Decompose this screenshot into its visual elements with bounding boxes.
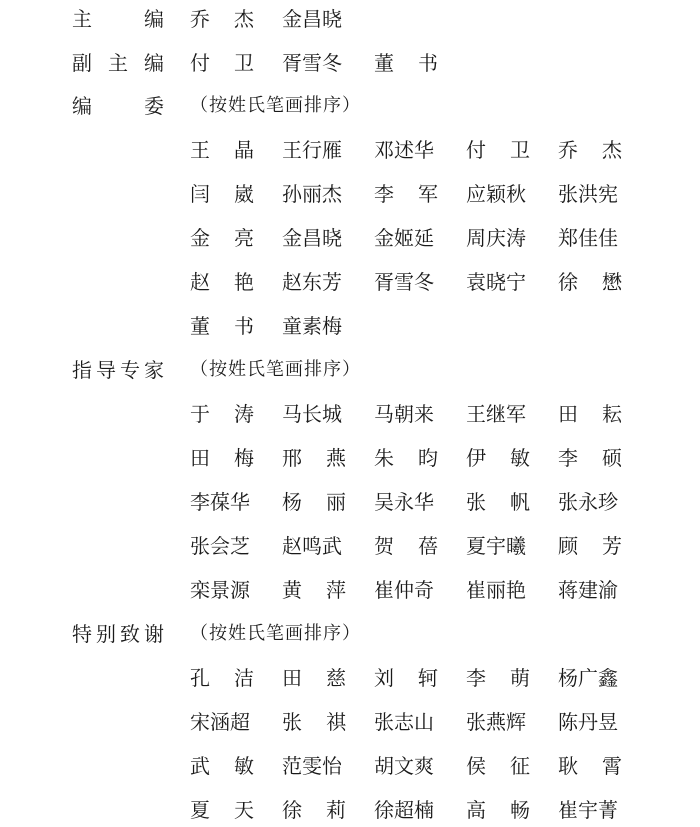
person-name: 张燕辉 [466,710,526,734]
sort-note: （按姓氏笔画排序） [190,95,361,116]
person-name: 金姬延 [374,226,434,250]
name-row [190,266,650,298]
name-row [190,750,650,782]
person-name: 金 亮 [190,226,254,250]
person-name: 付 卫 [466,138,530,162]
name-row [190,486,650,518]
person-name: 张洪宪 [558,182,618,206]
person-name: 崔仲奇 [374,578,434,602]
person-name: 应颖秋 [466,182,526,206]
section-label: 特 别 致 谢 [72,622,164,646]
person-name: 乔 杰 [190,7,254,31]
person-name: 刘 轲 [374,666,438,690]
person-name: 赵 艳 [190,270,254,294]
person-name: 王行雁 [282,138,342,162]
name-row [190,134,650,166]
person-name: 董 书 [374,51,438,75]
person-name: 徐超楠 [374,798,434,822]
person-name: 孙丽杰 [282,182,342,206]
sort-note: （按姓氏笔画排序） [190,359,361,380]
person-name: 付 卫 [190,51,254,75]
person-name: 胥雪冬 [374,270,434,294]
person-name: 伊 敏 [466,446,530,470]
person-name: 杨 丽 [282,490,346,514]
person-name: 于 涛 [190,402,254,426]
name-row [190,178,650,210]
person-name: 孔 洁 [190,666,254,690]
person-name: 张志山 [374,710,434,734]
person-name: 胥雪冬 [282,51,342,75]
person-name: 金昌晓 [282,7,342,31]
name-row [190,530,650,562]
person-name: 闫 崴 [190,182,254,206]
name-row [190,574,650,606]
person-name: 陈丹昱 [558,710,618,734]
name-row [190,310,374,342]
person-name: 张 帆 [466,490,530,514]
person-name: 周庆涛 [466,226,526,250]
person-name: 郑佳佳 [558,226,618,250]
person-name: 田 梅 [190,446,254,470]
person-name: 夏 天 [190,798,254,822]
person-name: 田 耘 [558,402,622,426]
person-name: 徐 懋 [558,270,622,294]
person-name: 顾 芳 [558,534,622,558]
person-name: 朱 昀 [374,446,438,470]
person-name: 崔宇菁 [558,798,618,822]
person-name: 张会芝 [190,534,250,558]
person-name: 王继军 [466,402,526,426]
person-name: 马长城 [282,402,342,426]
person-name: 蒋建渝 [558,578,618,602]
person-name: 李 硕 [558,446,622,470]
person-name: 赵东芳 [282,270,342,294]
person-name: 范雯怡 [282,754,342,778]
person-name: 邓述华 [374,138,434,162]
person-name: 杨广鑫 [558,666,618,690]
person-name: 袁晓宁 [466,270,526,294]
person-name: 赵鸣武 [282,534,342,558]
person-name: 张永珍 [558,490,618,514]
person-name: 吴永华 [374,490,434,514]
name-row [190,398,650,430]
section-label: 副 主 编 [72,51,164,75]
name-row [190,662,650,694]
person-name: 宋涵超 [190,710,250,734]
person-name: 马朝来 [374,402,434,426]
person-name: 贺 蓓 [374,534,438,558]
person-name: 耿 霄 [558,754,622,778]
name-row [190,47,466,79]
person-name: 童素梅 [282,314,342,338]
person-name: 侯 征 [466,754,530,778]
name-row [190,794,650,826]
name-row [190,3,374,35]
section-label: 编 委 [72,94,164,118]
person-name: 金昌晓 [282,226,342,250]
person-name: 董 书 [190,314,254,338]
person-name: 武 敏 [190,754,254,778]
person-name: 栾景源 [190,578,250,602]
person-name: 黄 萍 [282,578,346,602]
person-name: 王 晶 [190,138,254,162]
name-row [190,706,650,738]
section-label: 主 编 [72,7,164,31]
name-row [190,442,650,474]
person-name: 李葆华 [190,490,250,514]
person-name: 邢 燕 [282,446,346,470]
person-name: 李 军 [374,182,438,206]
person-name: 高 畅 [466,798,530,822]
person-name: 田 慈 [282,666,346,690]
person-name: 徐 莉 [282,798,346,822]
person-name: 乔 杰 [558,138,622,162]
sort-note: （按姓氏笔画排序） [190,623,361,644]
person-name: 胡文爽 [374,754,434,778]
person-name: 夏宇曦 [466,534,526,558]
section-label: 指 导 专 家 [72,358,164,382]
person-name: 张 祺 [282,710,346,734]
name-row [190,222,650,254]
person-name: 李 萌 [466,666,530,690]
person-name: 崔丽艳 [466,578,526,602]
